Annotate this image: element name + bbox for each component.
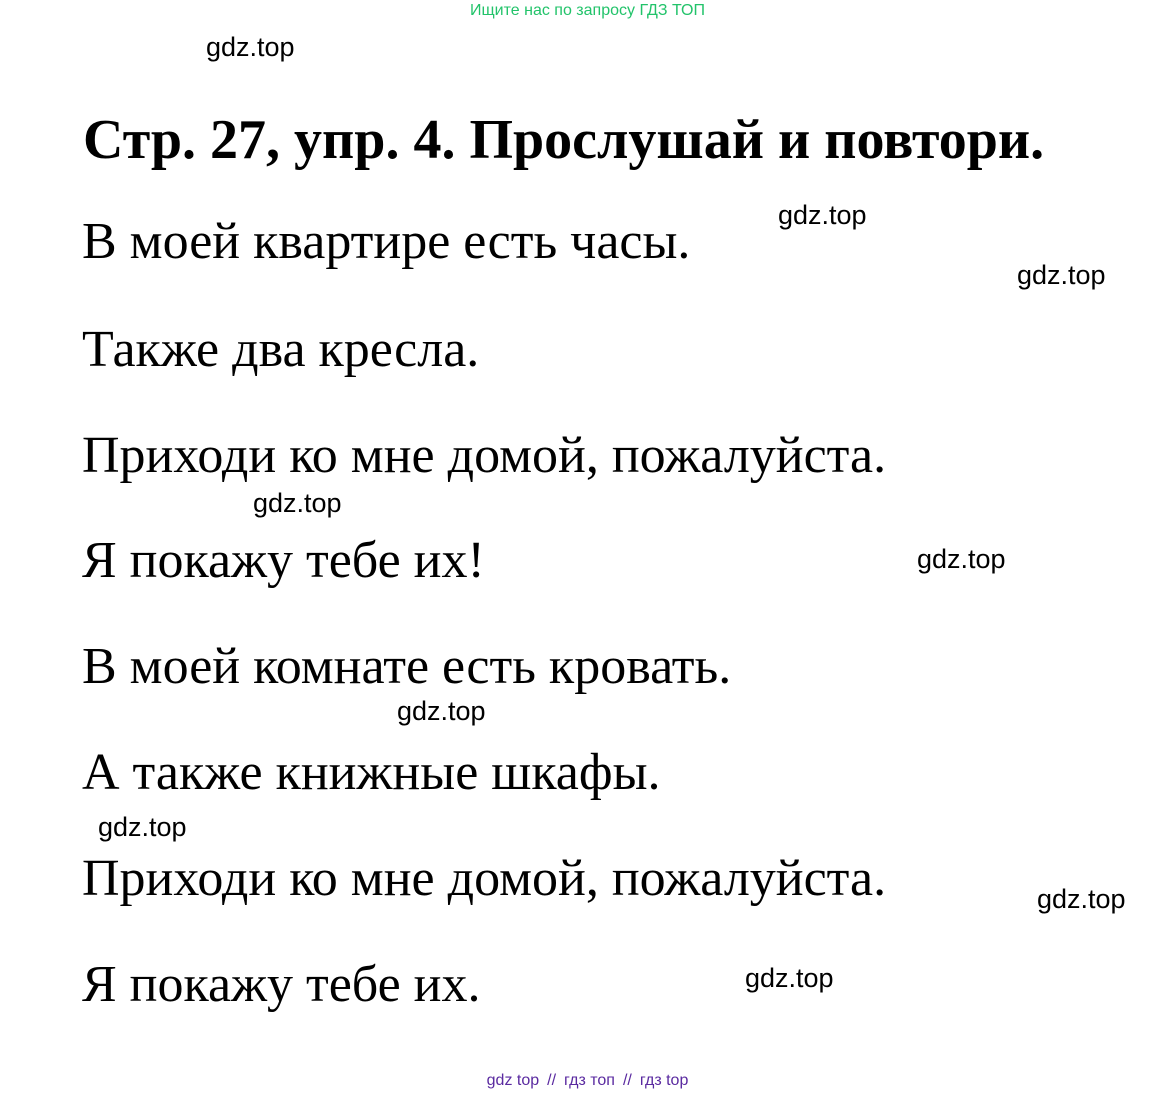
watermark: gdz.top — [1037, 884, 1126, 914]
search-hint-banner: Ищите нас по запросу ГДЗ ТОП — [470, 2, 705, 19]
watermark: gdz.top — [98, 812, 187, 842]
watermark: gdz.top — [778, 200, 867, 230]
watermark: gdz.top — [1017, 260, 1106, 290]
watermark: gdz.top — [253, 488, 342, 518]
text-line-6: А также книжные шкафы. — [82, 744, 661, 801]
watermark: gdz.top — [745, 963, 834, 993]
text-line-4: Я покажу тебе их! — [82, 532, 485, 589]
footer-links — [0, 1070, 1175, 1092]
footer-link-gdz-top-ru[interactable]: гдз топ — [564, 1072, 615, 1089]
text-line-8: Я покажу тебе их. — [82, 956, 481, 1013]
watermark: gdz.top — [917, 544, 1006, 574]
watermark: gdz.top — [397, 696, 486, 726]
text-line-2: Также два кресла. — [82, 321, 480, 378]
text-line-3: Приходи ко мне домой, пожалуйста. — [82, 427, 887, 484]
watermark: gdz.top — [206, 32, 295, 62]
text-line-7: Приходи ко мне домой, пожалуйста. — [82, 850, 887, 907]
text-line-5: В моей комнате есть кровать. — [82, 638, 732, 695]
footer-link-gdz-top-mixed[interactable]: гдз top — [639, 1072, 689, 1089]
footer-separator: // — [622, 1072, 632, 1089]
page-title: Стр. 27, упр. 4. Прослушай и повтори. — [83, 109, 1045, 171]
text-line-1: В моей квартире есть часы. — [82, 213, 691, 270]
footer-link-gdz-top[interactable]: gdz top — [486, 1072, 540, 1089]
footer-separator: // — [547, 1072, 557, 1089]
